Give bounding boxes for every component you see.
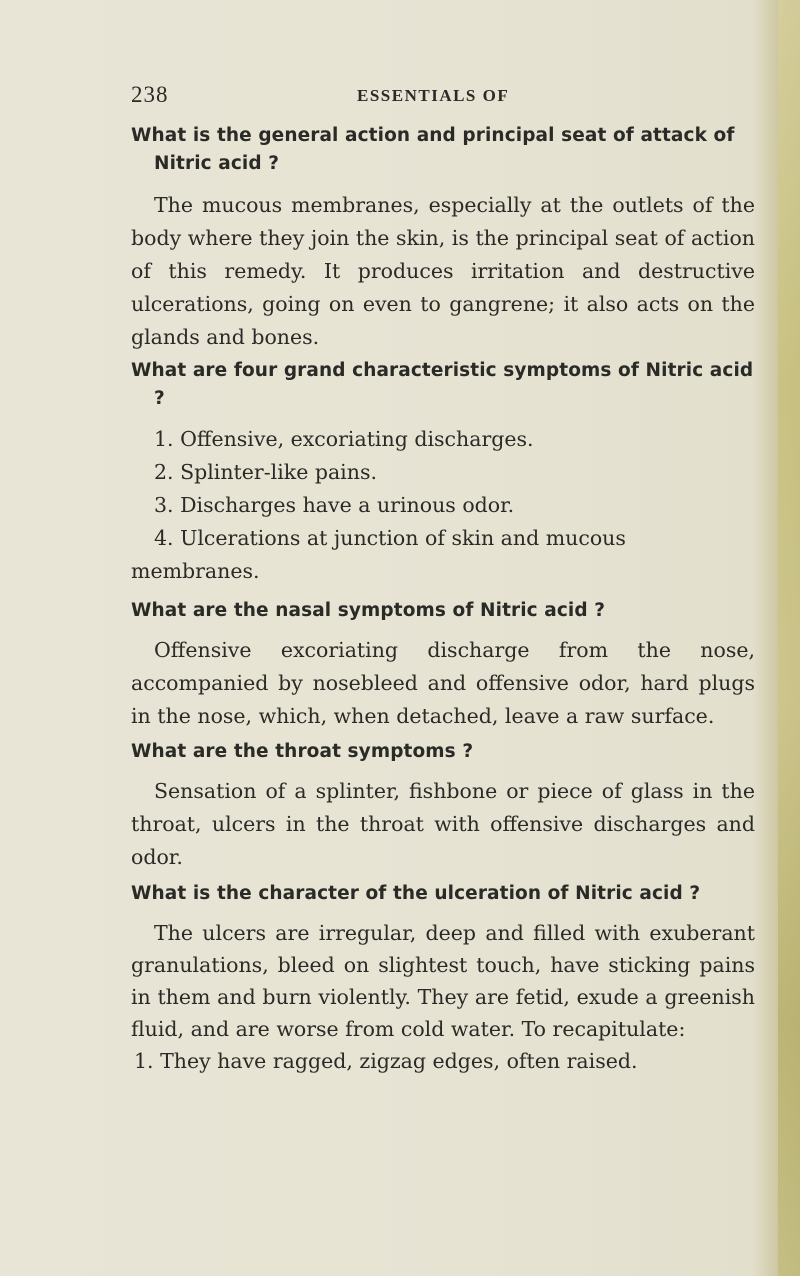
answer: Offensive excoriating discharge from the nose, accompanied by nosebleed and offensive odor, hard plugs in the nose, which, when detached, leave a raw surface. — [131, 638, 755, 728]
list-item: 3. Discharges have a urinous odor. — [154, 493, 515, 517]
question: What is the character of the ulceration of Nitric acid ? — [131, 883, 701, 904]
qa-section-throat-symptoms — [131, 738, 755, 874]
question: What are the nasal symptoms of Nitric acid ? — [131, 600, 606, 621]
page-edge — [778, 0, 800, 1276]
qa-section-characteristic-symptoms — [131, 357, 755, 588]
answer: The mucous membranes, especially at the outlets of the body where they join the skin, is the principal seat of action of this remedy. It produces irritation and destructive ulcerations, going on even to gangrene; it also acts on the glands and bones. — [131, 193, 755, 349]
page-number: 238 — [131, 82, 169, 107]
qa-section-nasal-symptoms — [131, 597, 755, 733]
running-head — [131, 82, 755, 112]
list-item: 4. Ulcerations at junction of skin and mucous membranes. — [131, 526, 626, 583]
qa-section-general-action — [131, 122, 755, 354]
list-item: 2. Splinter-like pains. — [154, 460, 377, 484]
list-item: 1. They have ragged, zigzag edges, often raised. — [134, 1049, 638, 1073]
answer: The ulcers are irregular, deep and filled with exuberant granulations, bleed on slightest touch, have sticking pains in them and burn violently. They are fetid, exude a greenish fluid, and are worse from cold water. To recapitulate: — [131, 921, 755, 1041]
question: What are the throat symptoms ? — [131, 741, 474, 762]
question: What are four grand characteristic symptoms of Nitric acid ? — [131, 360, 754, 409]
answer: Sensation of a splinter, fishbone or piece of glass in the throat, ulcers in the throat with offensive discharges and odor. — [131, 779, 755, 869]
running-title: ESSENTIALS OF — [357, 86, 510, 105]
list-item: 1. Offensive, excoriating discharges. — [154, 427, 534, 451]
question: What is the general action and principal seat of attack of Nitric acid ? — [131, 125, 735, 174]
qa-section-ulceration — [131, 880, 755, 1078]
